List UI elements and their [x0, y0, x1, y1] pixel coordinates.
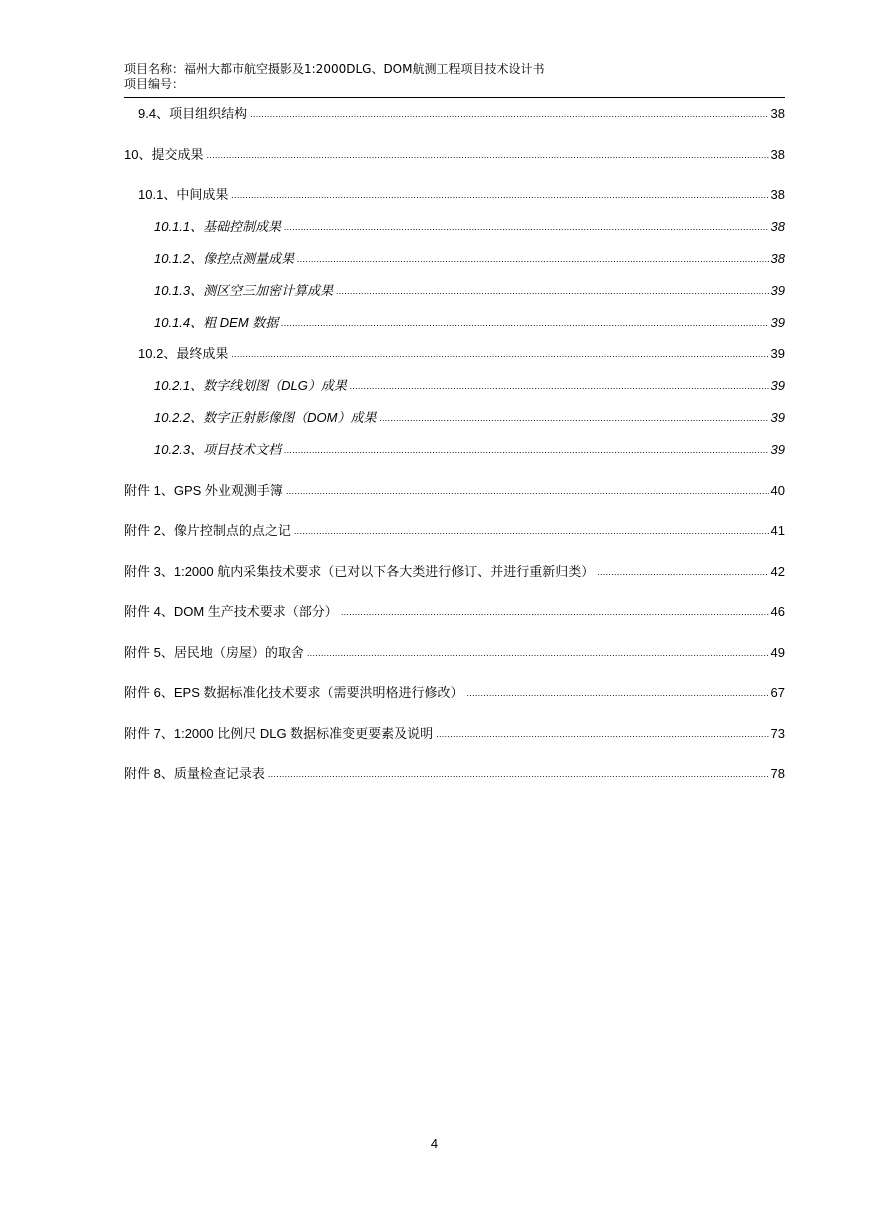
toc-entry[interactable]	[154, 282, 785, 301]
toc-entry-separator: 、	[160, 726, 174, 741]
toc-leader-dots	[294, 522, 769, 540]
toc-entry-title: 质量检查记录表	[173, 766, 265, 781]
toc-entry-separator: 、	[190, 251, 204, 266]
toc-entry-number: 附件 3	[124, 564, 161, 579]
toc-entry-separator: 、	[160, 645, 174, 660]
toc-entry-separator: 、	[160, 483, 174, 498]
toc-leader-dots	[307, 644, 769, 662]
toc-entry-number: 10.1.2	[154, 251, 191, 266]
toc-leader-dots	[250, 105, 768, 123]
toc-entry-number: 9.4	[138, 106, 157, 121]
toc-entry-number: 附件 8	[124, 766, 161, 781]
toc-entry-number: 10	[124, 147, 139, 162]
toc-entry-page: 78	[770, 766, 785, 781]
toc-entry[interactable]	[154, 250, 785, 269]
toc-entry-page: 41	[770, 523, 785, 538]
toc-entry-number: 10.2.2	[154, 410, 191, 425]
toc-leader-dots	[466, 684, 768, 702]
toc-entry[interactable]	[138, 345, 785, 364]
toc-entry-page: 38	[770, 106, 785, 121]
toc-entry[interactable]	[154, 218, 785, 237]
toc-leader-dots	[268, 765, 769, 783]
toc-entry-number: 10.1.1	[154, 219, 191, 234]
toc-entry-page: 39	[770, 315, 785, 330]
toc-leader-dots	[281, 314, 768, 332]
toc-entry-title: 测区空三加密计算成果	[203, 283, 334, 298]
toc-entry-title: 粗 DEM 数据	[203, 315, 279, 330]
toc-leader-dots	[231, 186, 768, 204]
toc-entry-title: 中间成果	[176, 187, 229, 202]
toc-entry-number: 附件 7	[124, 726, 161, 741]
toc-entry-page: 39	[770, 410, 785, 425]
toc-leader-dots	[436, 725, 768, 743]
project-code: 项目编号：	[124, 77, 185, 91]
toc-entry-number: 附件 2	[124, 523, 161, 538]
toc-leader-dots	[336, 282, 768, 300]
page-header	[124, 62, 785, 92]
toc-entry-separator: 、	[160, 766, 174, 781]
toc-leader-dots	[207, 146, 769, 164]
toc-entry-number: 10.2	[138, 346, 164, 361]
toc-entry-number: 10.1.3	[154, 283, 191, 298]
toc-entry-number: 10.2.1	[154, 378, 191, 393]
toc-entry-number: 附件 5	[124, 645, 161, 660]
toc-leader-dots	[341, 603, 769, 621]
toc-entry-page: 39	[770, 346, 785, 361]
toc-entry-separator: 、	[190, 219, 204, 234]
toc-entry-number: 10.2.3	[154, 442, 191, 457]
toc-entry[interactable]	[154, 441, 785, 460]
toc-entry[interactable]	[124, 146, 785, 165]
toc-entry-title: 项目技术文档	[203, 442, 282, 457]
toc-entry-title: 提交成果	[151, 147, 204, 162]
toc-entry-page: 42	[770, 564, 785, 579]
toc-entry-page: 38	[770, 251, 785, 266]
toc-entry-page: 39	[770, 283, 785, 298]
toc-entry-number: 附件 4	[124, 604, 161, 619]
toc-entry[interactable]	[124, 684, 785, 703]
toc-entry-title: GPS 外业观测手簿	[173, 483, 283, 498]
toc-entry-page: 39	[770, 442, 785, 457]
toc-entry-title: 像控点测量成果	[203, 251, 295, 266]
toc-entry-title: 基础控制成果	[203, 219, 282, 234]
toc-leader-dots	[284, 441, 768, 459]
toc-entry-number: 10.1.4	[154, 315, 191, 330]
toc-entry-separator: 、	[163, 346, 177, 361]
toc-leader-dots	[297, 250, 768, 268]
toc-entry-page: 39	[770, 378, 785, 393]
toc-entry-page: 73	[770, 726, 785, 741]
toc-entry[interactable]	[138, 105, 785, 124]
toc-leader-dots	[231, 345, 768, 363]
toc-entry-title: EPS 数据标准化技术要求（需要洪明格进行修改）	[173, 685, 464, 700]
toc-leader-dots	[284, 218, 768, 236]
toc-entry-separator: 、	[156, 106, 170, 121]
toc-entry-page: 38	[770, 147, 785, 162]
toc-entry[interactable]	[138, 186, 785, 205]
toc-entry[interactable]	[124, 563, 785, 582]
header-divider	[124, 97, 785, 98]
toc-entry[interactable]	[124, 482, 785, 501]
toc-entry-number: 10.1	[138, 187, 164, 202]
toc-entry-separator: 、	[160, 564, 174, 579]
toc-entry-number: 附件 6	[124, 685, 161, 700]
toc-entry-separator: 、	[160, 685, 174, 700]
toc-entry-number: 附件 1	[124, 483, 161, 498]
toc-entry[interactable]	[154, 409, 785, 428]
toc-entry-page: 38	[770, 187, 785, 202]
toc-entry[interactable]	[154, 377, 785, 396]
toc-entry[interactable]	[124, 603, 785, 622]
toc-entry[interactable]	[124, 522, 785, 541]
toc-entry-separator: 、	[160, 604, 174, 619]
toc-entry-title: 1:2000 比例尺 DLG 数据标准变更要素及说明	[173, 726, 434, 741]
toc-entry-separator: 、	[160, 523, 174, 538]
toc-leader-dots	[350, 377, 769, 395]
toc-entry[interactable]	[124, 725, 785, 744]
toc-entry-separator: 、	[190, 442, 204, 457]
page-number: 4	[430, 1136, 439, 1151]
toc-entry-page: 40	[770, 483, 785, 498]
toc-entry-title: 最终成果	[176, 346, 229, 361]
toc-entry-separator: 、	[190, 378, 204, 393]
toc-entry-title: 像片控制点的点之记	[173, 523, 291, 538]
toc-entry-page: 67	[770, 685, 785, 700]
toc-entry-title: 居民地（房屋）的取舍	[173, 645, 304, 660]
toc-entry-title: 1:2000 航内采集技术要求（已对以下各大类进行修订、并进行重新归类）	[173, 564, 595, 579]
toc-entry-page: 38	[770, 219, 785, 234]
toc-entry-page: 46	[770, 604, 785, 619]
toc-entry-separator: 、	[138, 147, 152, 162]
toc-entry[interactable]	[124, 644, 785, 663]
toc-entry-title: 数字正射影像图（DOM）成果	[203, 410, 377, 425]
toc-entry-separator: 、	[190, 315, 204, 330]
toc-entry[interactable]	[124, 765, 785, 784]
toc-leader-dots	[597, 563, 768, 581]
toc-entry-separator: 、	[163, 187, 177, 202]
toc-entry-title: 数字线划图（DLG）成果	[203, 378, 347, 393]
project-name: 项目名称：福州大都市航空摄影及1:2000DLG、DOM航测工程项目技术设计书	[124, 62, 545, 76]
toc-entry-title: 项目组织结构	[169, 106, 248, 121]
toc-entry-title: DOM 生产技术要求（部分）	[173, 604, 338, 619]
toc-leader-dots	[380, 409, 769, 427]
toc-entry-page: 49	[770, 645, 785, 660]
toc-entry-separator: 、	[190, 283, 204, 298]
toc-entry-separator: 、	[190, 410, 204, 425]
toc-entry[interactable]	[154, 314, 785, 333]
toc-leader-dots	[286, 482, 769, 500]
